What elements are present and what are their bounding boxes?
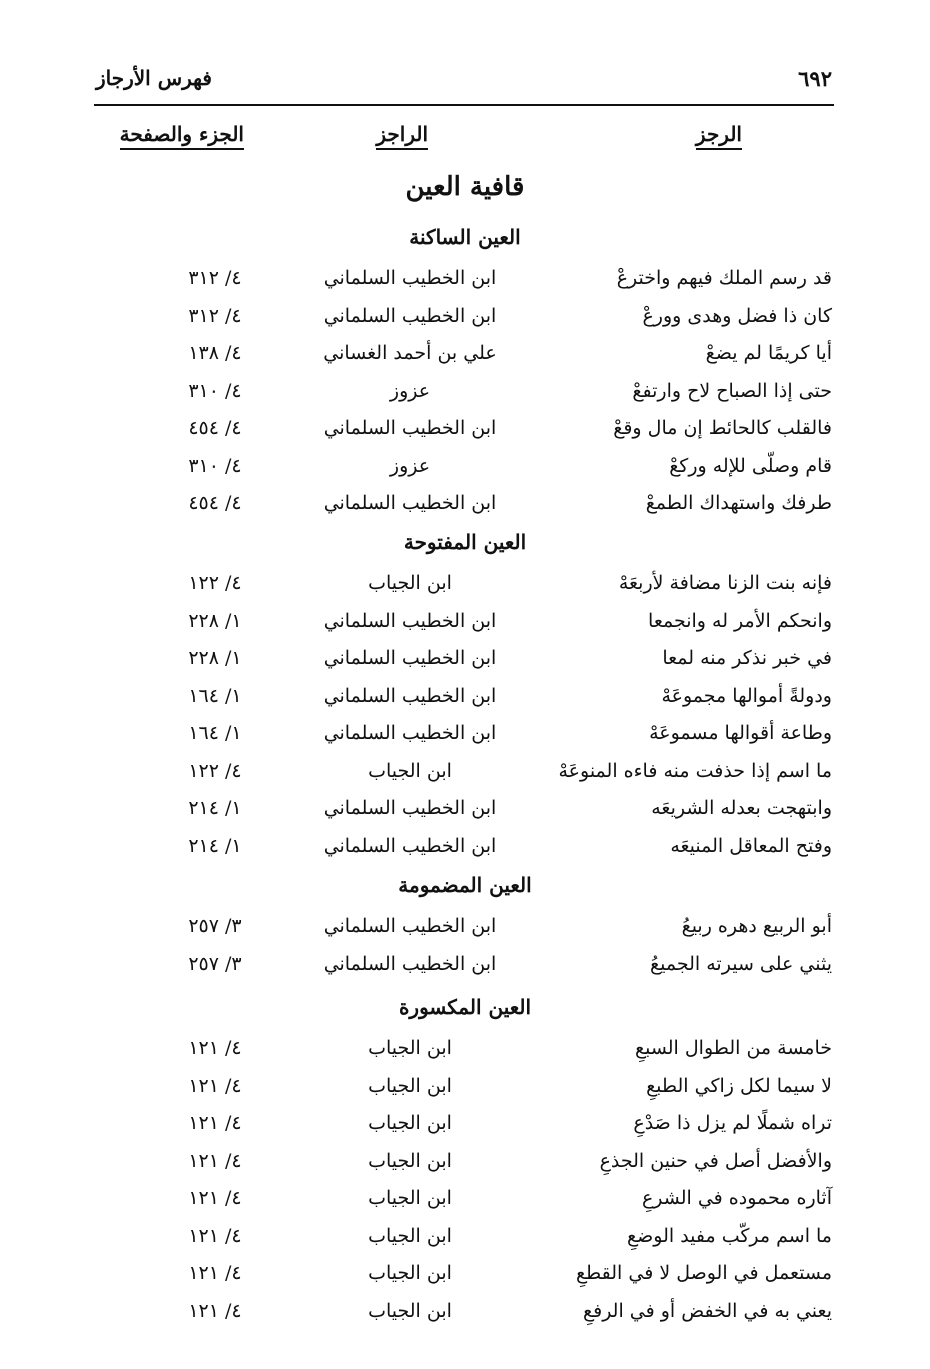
verse-cell: خامسة من الطوال السبعِ	[634, 1037, 832, 1059]
ref-cell: ٤/ ١٢١	[188, 1262, 242, 1284]
poet-cell: ابن الجياب	[368, 760, 452, 782]
verse-cell: قام وصلّى للإله وركعْ	[669, 455, 832, 477]
ref-cell: ٤/ ١٢١	[188, 1225, 242, 1247]
table-row	[0, 413, 930, 449]
group-title: العين الساكنة	[409, 225, 521, 249]
table-row	[0, 1108, 930, 1144]
table-row	[0, 376, 930, 412]
ref-cell: ٤/ ١٢٢	[188, 572, 242, 594]
poet-cell: ابن الخطيب السلماني	[323, 417, 497, 439]
poet-cell: علي بن أحمد الغساني	[323, 342, 497, 364]
poet-cell: ابن الجياب	[368, 1187, 452, 1209]
verse-cell: والأفضل أصل في حنين الجذعِ	[599, 1150, 832, 1172]
verse-cell: قد رسم الملك فيهم واخترعْ	[616, 267, 832, 289]
table-row	[0, 488, 930, 524]
poet-cell: عزوز	[389, 380, 431, 402]
ref-cell: ٤/ ١٢١	[188, 1150, 242, 1172]
poet-cell: ابن الخطيب السلماني	[323, 492, 497, 514]
verse-cell: حتى إذا الصباح لاح وارتفعْ	[632, 380, 832, 402]
table-row	[0, 1296, 930, 1332]
poet-cell: ابن الخطيب السلماني	[323, 647, 497, 669]
table-row	[0, 301, 930, 337]
table-row	[0, 756, 930, 792]
verse-cell: وانحكم الأمر له وانجمعا	[648, 610, 832, 632]
group-title: العين المضمومة	[398, 873, 532, 897]
poet-cell: ابن الجياب	[368, 1037, 452, 1059]
group-title: العين المفتوحة	[403, 530, 527, 554]
poet-cell: ابن الخطيب السلماني	[323, 915, 497, 937]
verse-cell: ما اسم إذا حذفت منه فاءه المنوعَهْ	[558, 760, 832, 782]
page-number: ٦٩٢	[798, 66, 832, 91]
ref-cell: ١/ ٢٢٨	[188, 647, 242, 669]
verse-cell: ودولةً أموالها مجموعَهْ	[661, 685, 832, 707]
section-title: قافية العين	[405, 172, 525, 202]
poet-cell: ابن الجياب	[368, 572, 452, 594]
ref-cell: ٤/ ٣١٢	[188, 305, 242, 327]
verse-cell: مستعمل في الوصل لا في القطعِ	[575, 1262, 832, 1284]
ref-cell: ٤/ ١٢١	[188, 1075, 242, 1097]
table-row	[0, 1146, 930, 1182]
table-row	[0, 1071, 930, 1107]
ref-cell: ٤/ ١٢١	[188, 1037, 242, 1059]
verse-cell: أبو الربيع دهره ربيعُ	[681, 915, 832, 937]
ref-cell: ١/ ١٦٤	[188, 685, 242, 707]
verse-cell: تراه شملًا لم يزل ذا صَدْعِ	[633, 1112, 832, 1134]
verse-cell: فالقلب كالحائط إن مال وقعْ	[613, 417, 832, 439]
verse-cell: كان ذا فضل وهدى وورعْ	[642, 305, 832, 327]
table-row	[0, 681, 930, 717]
table-row	[0, 263, 930, 299]
verse-cell: فإنه بنت الزنا مضافة لأربعَهْ	[618, 572, 832, 594]
poet-cell: ابن الخطيب السلماني	[323, 797, 497, 819]
column-header-verse: الرجز	[696, 122, 742, 150]
ref-cell: ٤/ ١٢١	[188, 1187, 242, 1209]
ref-cell: ٤/ ١٣٨	[188, 342, 242, 364]
poet-cell: ابن الجياب	[368, 1262, 452, 1284]
poet-cell: ابن الخطيب السلماني	[323, 722, 497, 744]
verse-cell: وفتح المعاقل المنيعَه	[670, 835, 832, 857]
table-row	[0, 568, 930, 604]
poet-cell: ابن الخطيب السلماني	[323, 610, 497, 632]
table-row	[0, 793, 930, 829]
ref-cell: ٤/ ٣١٠	[188, 455, 242, 477]
poet-cell: ابن الجياب	[368, 1225, 452, 1247]
verse-cell: طرفك واستهداك الطمعْ	[645, 492, 832, 514]
ref-cell: ٤/ ٣١٠	[188, 380, 242, 402]
poet-cell: ابن الجياب	[368, 1150, 452, 1172]
ref-cell: ١/ ٢١٤	[188, 835, 242, 857]
ref-cell: ٤/ ٣١٢	[188, 267, 242, 289]
ref-cell: ٤/ ٤٥٤	[188, 492, 242, 514]
poet-cell: ابن الخطيب السلماني	[323, 953, 497, 975]
poet-cell: عزوز	[389, 455, 431, 477]
ref-cell: ٤/ ١٢١	[188, 1112, 242, 1134]
poet-cell: ابن الجياب	[368, 1300, 452, 1322]
ref-cell: ٣/ ٢٥٧	[188, 953, 242, 975]
verse-cell: لا سيما لكل زاكي الطبعِ	[646, 1075, 832, 1097]
ref-cell: ٣/ ٢٥٧	[188, 915, 242, 937]
table-row	[0, 338, 930, 374]
table-row	[0, 949, 930, 985]
table-row	[0, 451, 930, 487]
poet-cell: ابن الخطيب السلماني	[323, 305, 497, 327]
group-title: العين المكسورة	[398, 995, 532, 1019]
column-header-poet: الراجز	[376, 122, 428, 150]
poet-cell: ابن الجياب	[368, 1112, 452, 1134]
verse-cell: وابتهجت بعدله الشريعَه	[651, 797, 832, 819]
table-row	[0, 606, 930, 642]
table-row	[0, 831, 930, 867]
ref-cell: ١/ ٢٢٨	[188, 610, 242, 632]
verse-cell: يثني على سيرته الجميعُ	[650, 953, 832, 975]
column-header-ref: الجزء والصفحة	[120, 122, 244, 150]
verse-cell: في خبر نذكر منه لمعا	[662, 647, 832, 669]
table-row	[0, 1221, 930, 1257]
poet-cell: ابن الخطيب السلماني	[323, 685, 497, 707]
poet-cell: ابن الخطيب السلماني	[323, 835, 497, 857]
table-row	[0, 911, 930, 947]
table-row	[0, 1258, 930, 1294]
poet-cell: ابن الخطيب السلماني	[323, 267, 497, 289]
table-row	[0, 1183, 930, 1219]
table-row	[0, 643, 930, 679]
ref-cell: ٤/ ١٢١	[188, 1300, 242, 1322]
running-title: فهرس الأرجاز	[96, 66, 212, 90]
verse-cell: ما اسم مركّب مفيد الوضعِ	[627, 1225, 832, 1247]
verse-cell: وطاعة أقوالها مسموعَهْ	[649, 722, 832, 744]
table-row	[0, 1033, 930, 1069]
verse-cell: يعني به في الخفض أو في الرفعِ	[583, 1300, 832, 1322]
ref-cell: ٤/ ١٢٢	[188, 760, 242, 782]
ref-cell: ٤/ ٤٥٤	[188, 417, 242, 439]
verse-cell: آثاره محموده في الشرعِ	[641, 1187, 832, 1209]
poet-cell: ابن الجياب	[368, 1075, 452, 1097]
table-row	[0, 718, 930, 754]
verse-cell: أيا كريمًا لم يضعْ	[705, 342, 832, 364]
ref-cell: ١/ ١٦٤	[188, 722, 242, 744]
ref-cell: ١/ ٢١٤	[188, 797, 242, 819]
